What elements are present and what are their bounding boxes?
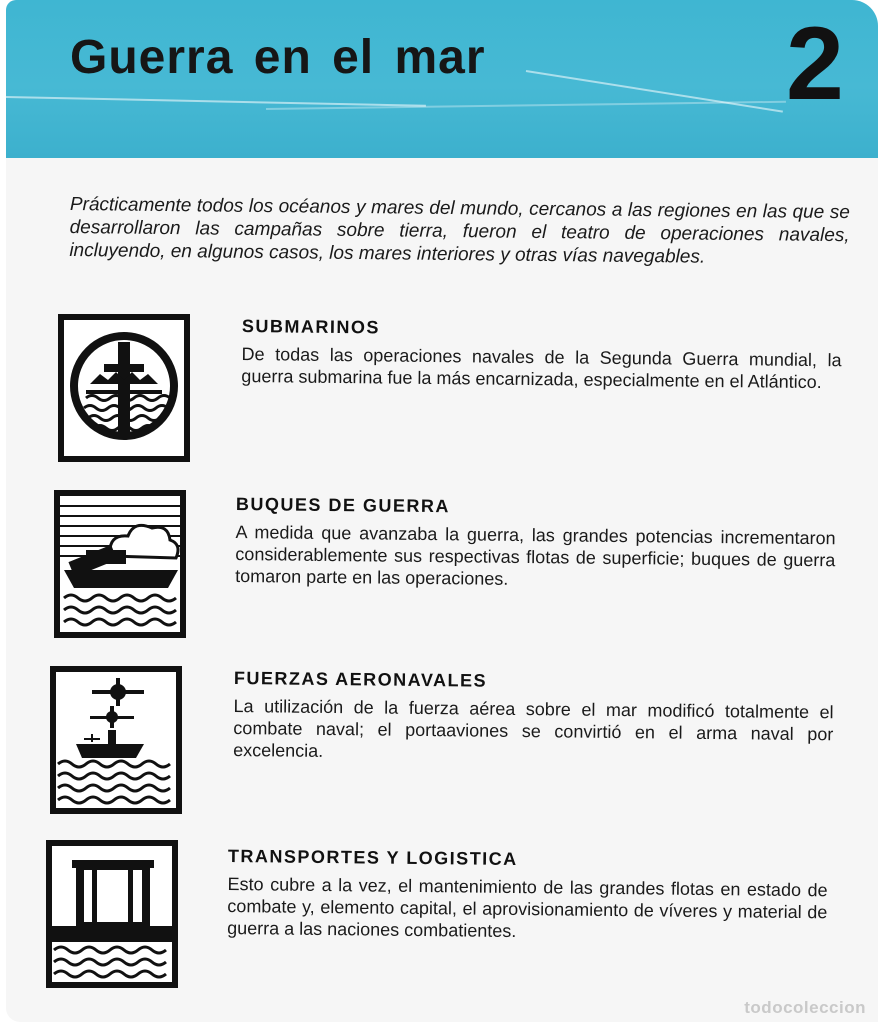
section-logistics <box>6 840 878 1000</box>
watermark: todocoleccion <box>744 998 866 1017</box>
section-body: Esto cubre a la vez, el mantenimiento de las grandes flotas en estado de combate y, elemento capital, el aprovisionamiento de víveres y material de guerra a las naciones combatientes. <box>227 873 828 942</box>
section-warships <box>6 490 878 650</box>
crease-mark <box>6 96 426 107</box>
section-heading: SUBMARINOS <box>241 316 381 338</box>
section-heading: FUERZAS AERONAVALES <box>233 668 488 691</box>
aircraft-carrier-icon <box>50 666 182 814</box>
crease-mark <box>526 70 783 113</box>
collector-card <box>6 0 878 1022</box>
section-text <box>227 846 828 945</box>
intro-paragraph: Prácticamente todos los océanos y mares del mundo, cercanos a las regiones en las que se desarrollaron las campañas sobre tierra, fueron el teatro de operaciones navales, incluyendo, en algunos casos, los mares interiores y otras vías navegables. <box>69 193 850 268</box>
cargo-crate-icon <box>46 840 178 988</box>
card-number: 2 <box>786 6 844 122</box>
title-banner <box>6 0 878 158</box>
section-naval-aviation <box>6 666 878 826</box>
section-heading: TRANSPORTES Y LOGISTICA <box>227 846 518 870</box>
section-body: A medida que avanzaba la guerra, las grandes potencias incrementaron considerablemente sus respectivas flotas de superficie; buques de guerra tomaron parte en las operaciones. <box>235 521 836 589</box>
card-title: Guerra en el mar <box>70 31 486 84</box>
section-submarines <box>6 314 878 474</box>
section-heading: BUQUES DE GUERRA <box>235 494 451 517</box>
section-body: La utilización de la fuerza aérea sobre el mar modificó totalmente el combate naval; el portaaviones se convirtió en el arma naval por excelencia. <box>233 695 834 761</box>
section-text <box>235 494 836 593</box>
warship-gun-icon <box>54 490 186 638</box>
section-text <box>233 668 834 767</box>
section-body: De todas las operaciones navales de la Segunda Guerra mundial, la guerra submarina fue la más encarnizada, especialmente en el Atlántico. <box>241 343 842 393</box>
submarine-periscope-icon <box>58 314 190 462</box>
section-text <box>241 316 842 393</box>
